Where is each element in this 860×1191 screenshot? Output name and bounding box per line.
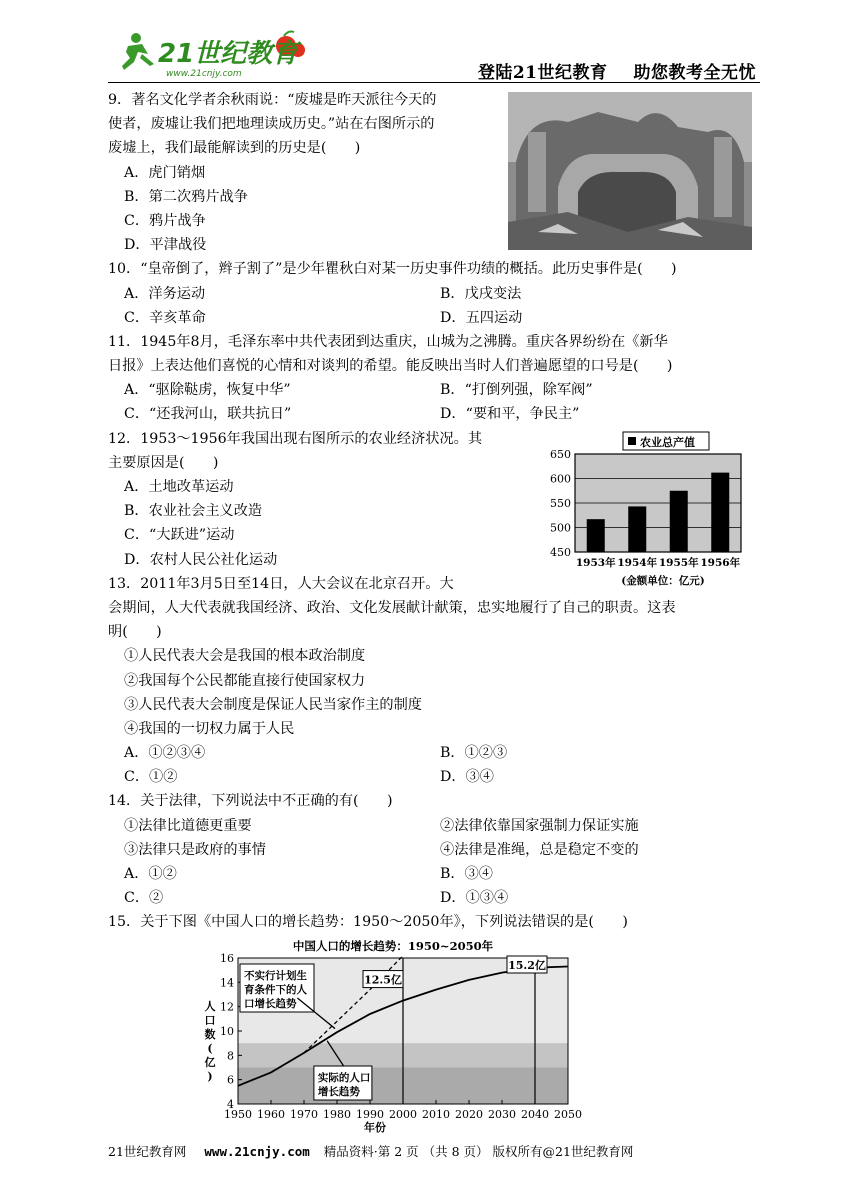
y-tick-label-3: 500 [550,521,571,535]
q11-option-a: A．“驱除鞑虏，恢复中华” [124,382,291,399]
q10-stem: 10．“皇帝倒了，辫子割了”是少年瞿秋白对某一历史事件功绩的概括。此历史事件是( ) [108,261,677,278]
q9-stem-2: 使者，废墟让我们把地理读成历史。”站在右图所示的 [108,116,435,133]
x-tick-label-7: 2020 [455,1108,483,1121]
q14-option-a: A．①② [124,866,177,882]
footer-site: 21世纪教育网 [108,1144,187,1159]
q12-option-c: C．“大跃进”运动 [124,527,235,544]
q14-statements-row-1 [108,814,763,838]
slogan-left: 登陆21世纪教育 [477,63,608,83]
q14-options-row-1 [108,862,763,886]
page-header [108,28,760,84]
q14-stem: 14．关于法律，下列说法中不正确的有( ) [108,793,393,810]
x-tick-label-0: 1950 [224,1108,252,1121]
label-no-planning-text-2: 口增长趋势 [244,998,297,1010]
x-tick-label-2: 1970 [290,1108,318,1121]
y-tick-label-4: 12 [220,1000,234,1014]
q13-option-a: A．①②③④ [124,745,206,762]
q13-stem-1: 13．2011年3月5日至14日，人大会议在北京召开。大 [108,575,454,592]
y-tick-label-2: 8 [227,1049,234,1063]
y-axis-label-char-3: ( [207,1042,213,1055]
site-logo [108,28,308,80]
y-tick-label-2: 550 [550,497,571,510]
q13-option-b: B．①②③ [440,745,508,762]
q13-stem-3: 明( ) [108,624,162,641]
q13-option-d: D．③④ [440,769,494,786]
slogan-right: 助您教考全无忧 [633,63,756,83]
q10-options-row-1 [108,282,763,306]
q15-stem: 15．关于下图《中国人口的增长趋势：1950～2050年》，下列说法错误的是( ) [108,914,628,931]
q14-statement-1: ①法律比道德更重要 [124,817,252,834]
q11-option-c: C．“还我河山，联共抗日” [124,406,292,423]
q13-options-row-1 [108,741,763,765]
chart-title: 中国人口的增长趋势：1950~2050年 [292,939,494,953]
q13-stem-2: 会期间，人大代表就我国经济、政治、文化发展献计献策，忠实地履行了自己的职责。这表 [108,599,676,616]
x-tick-label-9: 2040 [521,1108,549,1121]
y-tick-label-6: 16 [220,952,234,965]
q12-option-b: B．农业社会主义改造 [124,503,263,520]
x-tick-label-0: 1953年 [575,557,616,569]
label-no-planning-text-1: 育条件下的人 [244,984,307,996]
q11-stem-1: 11．1945年8月，毛泽东率中共代表团到达重庆，山城为之沸腾。重庆各界纷纷在《新华 [108,333,668,350]
x-axis-label: 年份 [364,1121,386,1134]
q9-option-c: C．鸦片战争 [124,212,206,229]
q13-statement-3: ③人民代表大会制度是保证人民当家作主的制度 [124,696,422,713]
chart-title: 农业总产值 [640,436,695,449]
unit-note: (金额单位：亿元) [621,575,705,587]
q14-statement-4: ④法律是准绳，总是稳定不变的 [440,841,639,858]
q12-stem-2: 主要原因是( ) [108,454,219,471]
q13-statement-4: ④我国的一切权力属于人民 [124,720,295,737]
q14-option-c: C．② [124,890,164,907]
q14-statement-3: ③法律只是政府的事情 [124,841,266,858]
q13-options-row-2 [108,765,763,789]
y-tick-label-3: 10 [220,1025,234,1038]
q12-option-d: D．农村人民公社化运动 [124,551,278,568]
y-axis-label-char-4: 亿 [204,1056,216,1069]
y-tick-label-0: 650 [550,448,571,461]
q11-options-row-2 [108,402,763,426]
label-no-planning-text-0: 不实行计划生 [244,970,307,982]
y-tick-label-4: 450 [550,546,571,559]
q9-option-a: A．虎门销烟 [124,164,206,181]
label-actual-text-1: 增长趋势 [317,1086,360,1098]
x-tick-label-1: 1960 [257,1108,285,1121]
q10-option-a: A．洋务运动 [124,285,206,302]
y-axis-label-char-1: 口 [204,1014,216,1027]
header-slogan [478,58,756,83]
footer-url[interactable]: www.21cnjy.com [204,1144,310,1159]
q10-option-b: B．戊戌变法 [440,285,522,302]
x-tick-label-6: 2010 [422,1108,450,1121]
y-axis-label-char-2: 数 [204,1028,216,1041]
svg-text:21世纪教育: 21世纪教育 [158,39,299,69]
y-tick-label-0: 4 [227,1098,234,1111]
q14-statements-row-2 [108,838,763,862]
y-tick-label-5: 14 [220,976,234,990]
q10-options-row-2 [108,306,763,330]
q12-stem-1: 12．1953～1956年我国出现右图所示的农业经济状况。其 [108,430,483,447]
x-tick-label-5: 2000 [389,1108,417,1121]
q13-option-c: C．①② [124,769,178,786]
y-axis-label-char-5: ) [207,1070,213,1083]
x-tick-label-3: 1980 [323,1108,351,1121]
footer-page: 精品资料·第 2 页 （共 8 页） 版权所有@21世纪教育网 [323,1144,634,1159]
q13-statement-2: ②我国每个公民都能直接行使国家权力 [124,672,366,689]
q10-option-d: D．五四运动 [440,309,523,326]
label-actual-text-0: 实际的人口 [317,1072,371,1084]
x-tick-label-8: 2030 [488,1108,516,1121]
x-tick-label-10: 2050 [554,1108,582,1121]
q10-option-c: C．辛亥革命 [124,309,206,326]
y-axis-label-char-0: 人 [204,1000,216,1013]
x-tick-label-1: 1954年 [617,557,658,569]
q11-stem-2: 日报》上表达他们喜悦的心情和对谈判的希望。能反映出当时人们普遍愿望的口号是( ) [108,358,673,375]
q14-options-row-2 [108,886,763,910]
q9-option-b: B．第二次鸦片战争 [124,188,248,205]
y-tick-label-1: 600 [550,472,571,486]
q11-option-b: B．“打倒列强，除军阀” [440,382,593,399]
page-footer [108,1142,768,1160]
callout-label-1: 15.2亿 [508,959,546,972]
header-divider [108,82,760,83]
x-tick-label-3: 1956年 [700,557,741,569]
q9-stem-3: 废墟上，我们最能解读到的历史是( ) [108,140,361,157]
svg-text:www.21cnjy.com: www.21cnjy.com [166,69,242,79]
q9-stem-1: 9．著名文化学者余秋雨说：“废墟是昨天派往今天的 [108,92,437,108]
q11-option-d: D．“要和平，争民主” [440,406,580,423]
x-tick-label-4: 1990 [356,1108,384,1121]
y-tick-label-1: 6 [227,1073,234,1087]
q14-option-d: D．①③④ [440,890,509,907]
q12-option-a: A．土地改革运动 [124,479,234,495]
callout-label-0: 12.5亿 [364,973,402,987]
q14-statement-2: ②法律依靠国家强制力保证实施 [440,817,639,834]
q9-option-d: D．平津战役 [124,237,207,254]
x-tick-label-2: 1955年 [658,557,699,569]
q14-option-b: B．③④ [440,866,493,882]
question-content [108,88,763,935]
q13-statement-1: ①人民代表大会是我国的根本政治制度 [124,648,366,665]
q11-options-row-1 [108,378,763,402]
population-chart [198,936,583,1134]
